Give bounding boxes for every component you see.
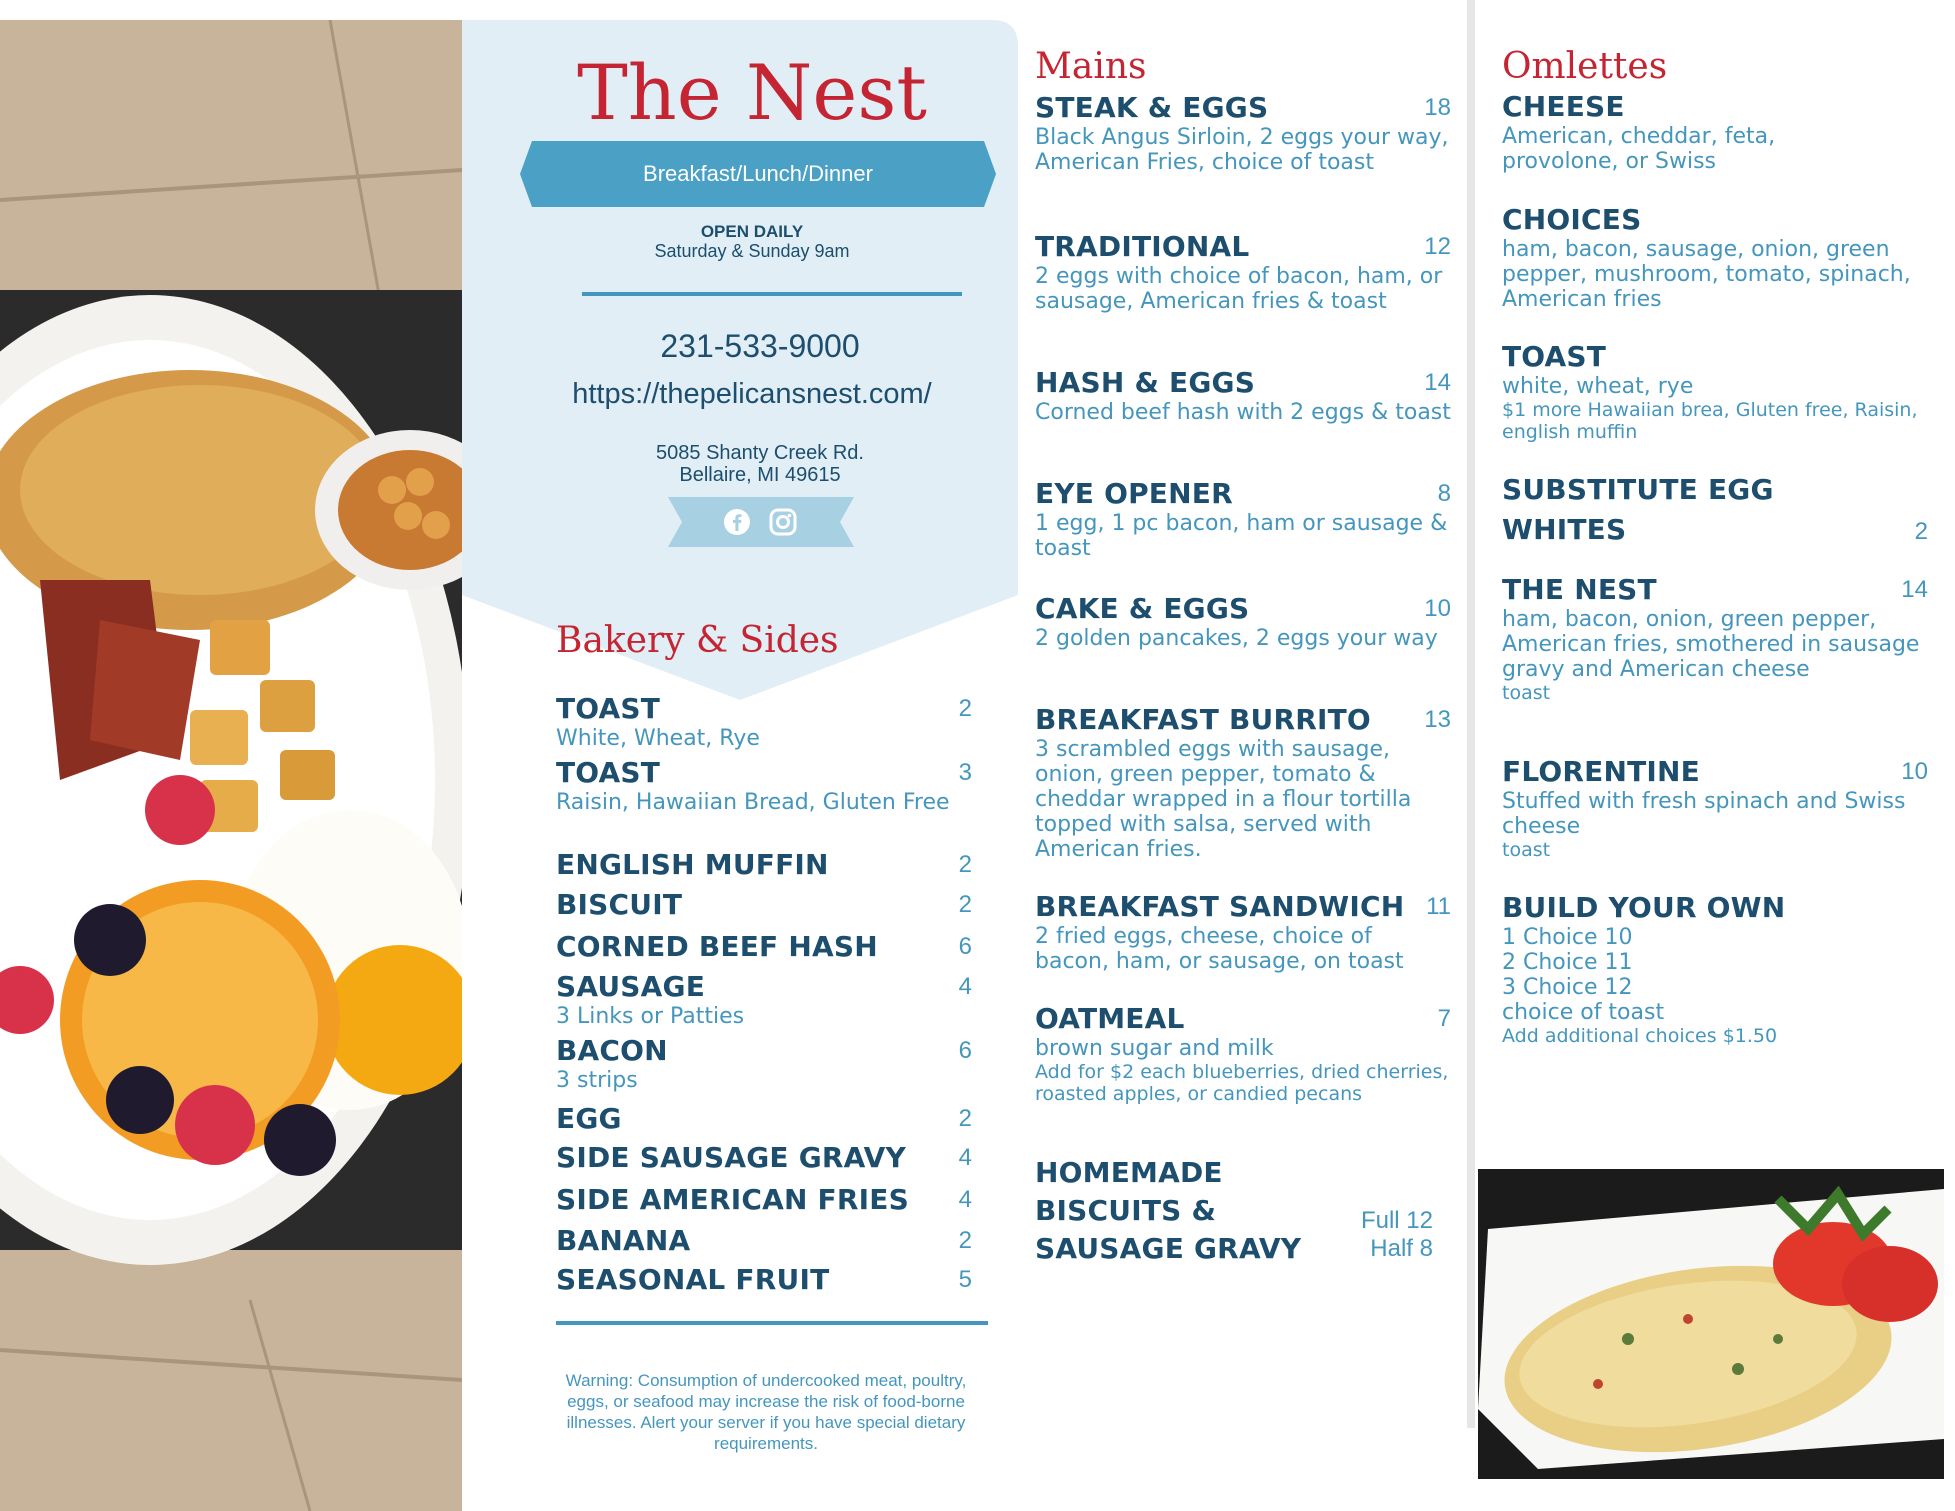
breakfast-plate-photo (0, 20, 462, 1511)
menu-item (1502, 340, 1928, 443)
menu-item (556, 930, 972, 964)
mains-title: Mains (1035, 46, 1147, 87)
item-desc: ham, bacon, onion, green pepper, American fries, smothered in sausage gravy and American cheese (1502, 607, 1920, 682)
menu-item (556, 888, 972, 922)
item-name: SAUSAGE (556, 970, 706, 1003)
item-price-half: Half 8 (1370, 1235, 1433, 1262)
item-price: 2 (958, 1227, 972, 1254)
item-desc: 2 fried eggs, cheese, choice of bacon, ham, or sausage, on toast (1035, 924, 1404, 974)
item-note: $1 more Hawaiian brea, Gluten free, Raisin, english muffin (1502, 399, 1918, 443)
open-days-text: Saturday & Sunday 9am (654, 241, 850, 261)
menu-item (1502, 470, 1928, 550)
item-price: 7 (1437, 1005, 1451, 1032)
item-price: 2 (958, 851, 972, 878)
header-card (462, 20, 1018, 700)
menu-item (556, 756, 972, 815)
item-price: 10 (1424, 595, 1451, 622)
item-name: SUBSTITUTE EGG (1502, 473, 1774, 506)
instagram-icon[interactable] (768, 507, 798, 537)
menu-item (556, 692, 972, 751)
item-note: toast (1502, 682, 1551, 704)
item-price: 4 (958, 973, 972, 1000)
item-desc: ham, bacon, sausage, onion, green pepper, mushroom, tomato, spinach, American fries (1502, 237, 1911, 312)
menu-item (1035, 1002, 1451, 1105)
website-link[interactable]: https://thepelicansnest.com/ (572, 378, 932, 410)
item-name: WHITES (1502, 513, 1627, 546)
item-name: BISCUITS & (1035, 1194, 1217, 1227)
item-desc-line: 2 Choice 11 (1502, 950, 1633, 975)
item-desc: Stuffed with fresh spinach and Swiss cheese (1502, 789, 1906, 839)
item-name: FLORENTINE (1502, 755, 1700, 788)
item-price: 6 (958, 1037, 972, 1064)
item-price: 2 (958, 695, 972, 722)
food-safety-warning: Warning: Consumption of undercooked meat, poultry, eggs, or seafood may increase the risk of food-borne illnesses. Alert your server if you have special dietary requirements. (565, 1371, 967, 1453)
item-name: BACON (556, 1034, 668, 1067)
menu-item (1035, 1154, 1451, 1274)
address-line-1: 5085 Shanty Creek Rd. (656, 442, 864, 464)
item-name: THE NEST (1502, 573, 1657, 606)
item-name: TOAST (556, 756, 661, 789)
item-note: Add additional choices $1.50 (1502, 1025, 1778, 1047)
item-desc: Black Angus Sirloin, 2 eggs your way, American Fries, choice of toast (1035, 125, 1449, 175)
item-price: 8 (1437, 480, 1451, 507)
item-price: 2 (958, 891, 972, 918)
omelette-photo (1478, 1169, 1944, 1479)
item-name: CAKE & EGGS (1035, 592, 1250, 625)
menu-item (1035, 230, 1451, 314)
item-price: 4 (958, 1186, 972, 1213)
item-desc: 3 scrambled eggs with sausage, onion, green pepper, tomato & cheddar wrapped in a flour tortilla topped with salsa, served with American fries. (1035, 737, 1412, 862)
bakery-sides-title: Bakery & Sides (556, 620, 839, 661)
item-price: 4 (958, 1144, 972, 1171)
item-price: 12 (1424, 233, 1451, 260)
item-name: TRADITIONAL (1035, 230, 1250, 263)
item-name: SIDE SAUSAGE GRAVY (556, 1141, 906, 1174)
item-desc: white, wheat, rye (1502, 374, 1694, 399)
menu-item (556, 1034, 972, 1093)
item-price-full: Full 12 (1360, 1207, 1433, 1234)
item-name: OATMEAL (1035, 1002, 1185, 1035)
item-price: 2 (958, 1105, 972, 1132)
bakery-divider (556, 1321, 988, 1325)
item-name: SEASONAL FRUIT (556, 1263, 830, 1296)
item-desc: 2 eggs with choice of bacon, ham, or sausage, American fries & toast (1035, 264, 1443, 314)
menu-item (1035, 703, 1451, 862)
menu-item (556, 1102, 972, 1136)
menu-item (1035, 890, 1451, 974)
item-price: 10 (1901, 758, 1928, 785)
item-desc-line: 3 Choice 12 (1502, 975, 1633, 1000)
item-name: CHOICES (1502, 203, 1642, 236)
item-name: ENGLISH MUFFIN (556, 848, 829, 881)
item-price: 14 (1424, 369, 1451, 396)
item-name: CHEESE (1502, 90, 1625, 123)
item-desc: American, cheddar, feta, provolone, or Swiss (1502, 124, 1776, 174)
phone-number[interactable]: 231-533-9000 (660, 328, 860, 364)
address-line-2: Bellaire, MI 49615 (679, 464, 841, 486)
facebook-icon[interactable] (722, 507, 752, 537)
item-name: EYE OPENER (1035, 477, 1233, 510)
item-price: 11 (1426, 893, 1451, 920)
item-price: 3 (958, 759, 972, 786)
column-divider (1467, 0, 1475, 1428)
item-desc: brown sugar and milk (1035, 1036, 1274, 1061)
open-daily-label: OPEN DAILY (700, 222, 804, 241)
service-label: Breakfast/Lunch/Dinner (643, 161, 873, 186)
social-badge (668, 497, 854, 547)
item-name: SAUSAGE GRAVY (1035, 1232, 1302, 1265)
menu-item (1502, 755, 1928, 861)
service-ribbon (520, 141, 996, 207)
menu-item (1502, 891, 1928, 1047)
header-divider (582, 292, 962, 296)
item-price: 18 (1424, 94, 1451, 121)
omelettes-title: Omlettes (1502, 46, 1668, 87)
item-price: 5 (958, 1266, 972, 1293)
menu-item (1035, 477, 1451, 561)
item-note: toast (1502, 839, 1551, 861)
item-price: 2 (1914, 518, 1928, 545)
item-price: 14 (1901, 576, 1928, 603)
item-name: BREAKFAST SANDWICH (1035, 890, 1405, 923)
item-desc: 3 Links or Patties (556, 1004, 745, 1029)
menu-item (1502, 573, 1928, 704)
item-name: BANANA (556, 1224, 691, 1257)
item-desc: Raisin, Hawaiian Bread, Gluten Free (556, 790, 950, 815)
item-name: SIDE AMERICAN FRIES (556, 1183, 909, 1216)
item-price: 13 (1424, 706, 1451, 733)
item-name: BREAKFAST BURRITO (1035, 703, 1371, 736)
menu-item (1035, 91, 1451, 175)
menu-item (556, 970, 972, 1029)
menu-item (1502, 203, 1928, 312)
item-desc-line: 1 Choice 10 (1502, 925, 1633, 950)
item-name: TOAST (1502, 340, 1607, 373)
item-name: BISCUIT (556, 888, 683, 921)
item-desc: Corned beef hash with 2 eggs & toast (1035, 400, 1451, 425)
item-note: Add for $2 each blueberries, dried cherries, roasted apples, or candied pecans (1035, 1061, 1449, 1105)
item-price: 6 (958, 933, 972, 960)
menu-item (556, 1183, 972, 1217)
item-desc-line: choice of toast (1502, 1000, 1665, 1025)
menu-item (1035, 592, 1451, 651)
item-name: HASH & EGGS (1035, 366, 1256, 399)
menu-item (1502, 90, 1928, 174)
menu-item (556, 848, 972, 882)
item-name: STEAK & EGGS (1035, 91, 1269, 124)
menu-item (1035, 366, 1451, 425)
item-desc: White, Wheat, Rye (556, 726, 760, 751)
menu-item (556, 1224, 972, 1258)
item-name: EGG (556, 1102, 622, 1135)
item-desc: 1 egg, 1 pc bacon, ham or sausage & toast (1035, 511, 1448, 561)
item-desc: 3 strips (556, 1068, 638, 1093)
restaurant-name: The Nest (577, 48, 927, 137)
item-name: CORNED BEEF HASH (556, 930, 878, 963)
item-desc: 2 golden pancakes, 2 eggs your way (1035, 626, 1438, 651)
menu-item (556, 1141, 972, 1175)
menu-item (556, 1263, 972, 1297)
item-name: HOMEMADE (1035, 1156, 1223, 1189)
item-name: BUILD YOUR OWN (1502, 891, 1786, 924)
item-name: TOAST (556, 692, 661, 725)
